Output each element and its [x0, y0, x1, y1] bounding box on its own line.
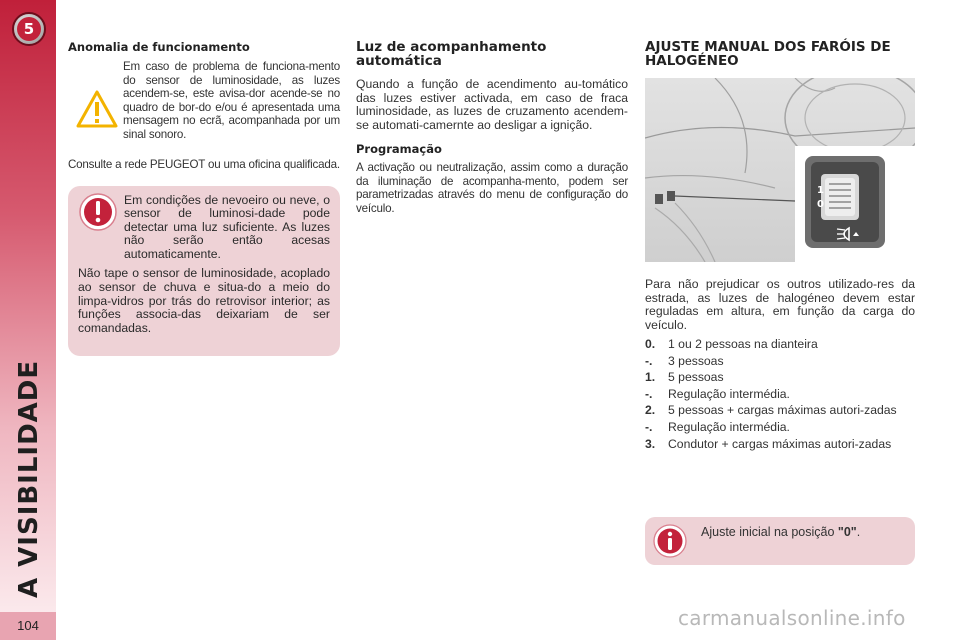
exclamation-icon — [78, 192, 118, 232]
consult-text: Consulte a rede PEUGEOT ou uma oficina qualificada. — [68, 158, 340, 171]
list-item-value: 5 pessoas + cargas máximas autori-zadas — [668, 403, 897, 418]
chapter-title: A VISIBILIDADE — [14, 359, 44, 598]
info-icon — [653, 524, 687, 558]
list-item — [645, 338, 915, 352]
list-item — [645, 438, 915, 452]
chapter-sidebar — [0, 0, 56, 612]
list-item — [645, 404, 915, 418]
list-item-value: 3 pessoas — [668, 353, 724, 368]
column-headlamp-adjustment — [645, 40, 915, 454]
list-item — [645, 355, 915, 369]
dial-digit-0: 0 — [817, 199, 824, 210]
chapter-badge — [12, 12, 46, 46]
follow-me-heading: Luz de acompanhamento automática — [356, 39, 547, 69]
fog-alert-box — [68, 186, 340, 356]
list-item-key: 1. — [645, 370, 656, 385]
list-item-value: 1 ou 2 pessoas na dianteira — [668, 337, 818, 351]
initial-setting-info-box — [645, 517, 915, 565]
list-item-key: 3. — [645, 436, 656, 451]
follow-me-intro: Quando a função de acendimento au-tomático das luzes estiver activada, em caso de fraca luminosidade, as luzes de cruzamento acendem-se automati-camernte ao desligar a ignição. — [356, 77, 628, 132]
programming-text: A activação ou neutralização, assim como a duração da iluminação de acompanha-mento, podem ser parametrizadas através do menu de configuração do veículo. — [356, 161, 628, 215]
list-item — [645, 421, 915, 435]
list-item-value: Condutor + cargas máximas autori-zadas — [668, 436, 892, 451]
page-number: 104 — [0, 612, 56, 640]
list-item — [645, 371, 915, 385]
headlamp-heading: AJUSTE MANUAL DOS FARÓIS DE HALOGÉNEO — [645, 39, 891, 69]
list-item-key: -. — [645, 386, 653, 401]
list-item-key: 0. — [645, 337, 656, 351]
dial-digit-1: 1 — [817, 185, 824, 196]
column-follow-me-home — [356, 40, 628, 215]
programming-heading: Programação — [356, 142, 442, 156]
watermark: carmanualsonline.info — [678, 606, 906, 630]
list-item-key: -. — [645, 419, 653, 434]
malfunction-warning — [68, 60, 340, 152]
headlamp-intro: Para não prejudicar os outros utilizado-res da estrada, as luzes de halogéneo devem estar reguladas em altura, em função da carga do veículo. — [645, 277, 915, 332]
column-malfunction — [68, 40, 340, 356]
headlamp-adjustment-dial-icon — [645, 78, 915, 262]
malfunction-text: Em caso de problema de funciona-mento do sensor de luminosidade, as luzes acendem-se, este avisa-dor acende-se no quadro de bor-do e/ou é apresentada uma mensagem no ecrã, acompanhada por um sinal sonoro. — [123, 60, 340, 141]
fog-alert-para2: Não tape o sensor de luminosidade, acoplado ao sensor de chuva e situa-do a meio do limpa-vidros por trás do retrovisor interior; as funções associa-das deixariam de ser comandadas. — [78, 266, 330, 335]
initial-setting-text — [701, 525, 860, 539]
headlamp-adjustment-illustration — [645, 78, 915, 262]
list-item — [645, 388, 915, 402]
malfunction-heading: Anomalia de funcionamento — [68, 40, 250, 54]
list-item-value: Regulação intermédia. — [668, 419, 790, 434]
info-text-suffix: . — [856, 525, 861, 539]
info-text-value: "0" — [837, 525, 857, 539]
fog-alert-para1: Em condições de nevoeiro ou neve, o sensor de luminosi-dade pode detectar uma luz suficiente. As luzes não serão então acesas automaticamente. — [124, 192, 330, 261]
list-item-value: Regulação intermédia. — [668, 386, 790, 401]
load-position-list — [645, 338, 915, 451]
list-item-value: 5 pessoas — [668, 370, 724, 385]
list-item-key: -. — [645, 353, 653, 368]
info-text-prefix: Ajuste inicial na posição — [701, 525, 838, 539]
chapter-number: 5 — [17, 17, 41, 41]
list-item-key: 2. — [645, 403, 656, 418]
warning-triangle-icon — [76, 90, 118, 128]
